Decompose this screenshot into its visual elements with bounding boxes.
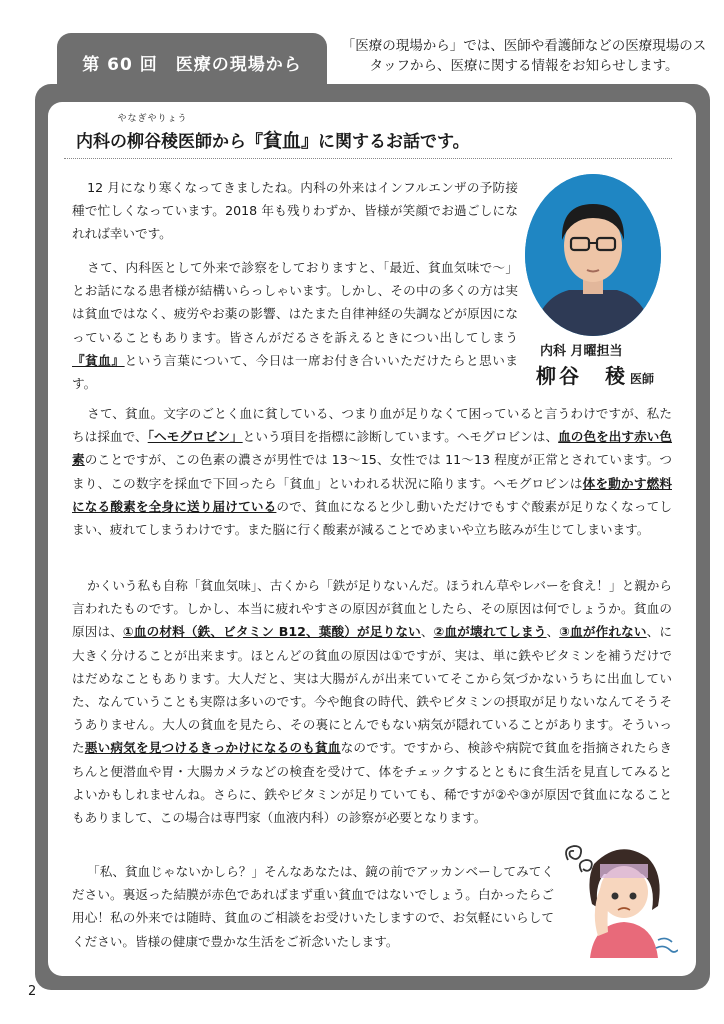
doctor-role: 内科 月曜担当	[540, 344, 623, 359]
heading-divider	[64, 158, 672, 159]
paragraph-hemoglobin: さて、貧血。文字のごとく血に貧している、つまり血が足りなくて困っていると言うわけですが、私たちは採血で、「ヘモグロビン」という項目を指標に診断しています。ヘモグロビンは、血の色を出す赤い色素のことですが、この色素の濃さが男性では 13～15、女性では 11～13 程度が正常とされています。つまり、この数字を採血で下回ったら「貧血」といわれる状況に陥ります。ヘモグロビンは体を動かす燃料になる酸素を全身に送り届けているので、貧血になると少し動いただけでもすぐ酸素が足りなくなってしまい、疲れてしまうわけです。また脳に行く酸素が減ることでめまいや立ち眩みが生じてしまいます。	[72, 406, 673, 538]
series-description: 「医療の現場から」では、医師や看護師などの医療現場のスタッフから、医療に関する情報をお知らせします。	[341, 38, 707, 74]
dizzy-woman-icon	[560, 840, 678, 958]
doctor-photo	[525, 174, 661, 336]
doctor-portrait-icon	[525, 174, 661, 336]
article-panel	[48, 102, 696, 976]
article-heading: 内科の やなぎやりょう 柳谷稜医師から『貧血』に関するお話です。	[76, 126, 470, 153]
doctor-name: 柳谷 稜 医師	[536, 364, 655, 388]
paragraph-anemia-misconception: さて、内科医として外来で診察をしておりますと、「最近、貧血気味で～」とお話になる患者様が結構いらっしゃいます。しかし、その中の多くの方は実は貧血ではなく、疲労やお薬の影響、はたまた自律神経の失調などが原因になっていることもあります。皆さんがだるさを訴えるときについ出してしまう『貧血』という言葉について、今日は一席お付き合いいただけたらと思います。	[72, 260, 519, 392]
paragraph-self-check: 「私、貧血じゃないかしら？」そんなあなたは、鏡の前でアッカンベーしてみてください。裏返った結膜が赤色であればまず重い貧血ではないでしょう。白かったらご用心！私の外来では随時、貧血のご相談をお受けいたしますので、お気軽にいらしてください。皆様の健康で豊かな生活をご祈念いたします。	[72, 864, 554, 949]
paragraph-anemia-causes: かくいう私も自称「貧血気味」、古くから「鉄が足りないんだ。ほうれん草やレバーを食え！」と親から言われたものです。しかし、本当に疲れやすさの原因が貧血としたら、その原因は何でしょうか。貧血の原因は、①血の材料（鉄、ビタミン B12、葉酸）が足りない、②血が壊れてしまう、③血が作れない、に大きく分けることが出来ます。ほとんどの貧血の原因は①ですが、実は、単に鉄やビタミンを補うだけではだめなこともあります。大人だと、実は大腸がんが出来ていてそこから気づかないうちに出血していた、なんていうことも実際は多いのです。今や飽食の時代、鉄やビタミンの摂取が足りないなんてそうそうありません。大人の貧血を見たら、その裏にとんでもない病気が隠れていることがあります。そういった悪い病気を見つけるきっかけになるのも貧血なのです。ですから、検診や病院で貧血を指摘されたらきちんと便潜血や胃・大腸カメラなどの検査を受けて、体をチェックするとともに食生活を見直してみるとよいかもしれませんね。さらに、鉄やビタミンが足りていても、稀ですが②や③が原因で貧血になることもありまして、この場合は専門家（血液内科）の診察が必要となります。	[72, 578, 673, 826]
heading-topic: 貧血	[263, 130, 302, 152]
page-number: 2	[28, 984, 37, 999]
paragraph-intro: 12 月になり寒くなってきましたね。内科の外来はインフルエンザの予防接種で忙しくなっています。2018 年も残りわずか、皆様が笑顔でお過ごしになれれば幸いです。	[72, 180, 518, 242]
series-title: 第 60 回 医療の現場から	[82, 54, 302, 75]
doctor-title: 医師	[630, 372, 655, 386]
series-title-tab	[57, 33, 327, 91]
name-reading: やなぎやりょう	[117, 114, 188, 124]
doctor-name-with-reading: やなぎやりょう 柳谷稜	[127, 127, 178, 152]
